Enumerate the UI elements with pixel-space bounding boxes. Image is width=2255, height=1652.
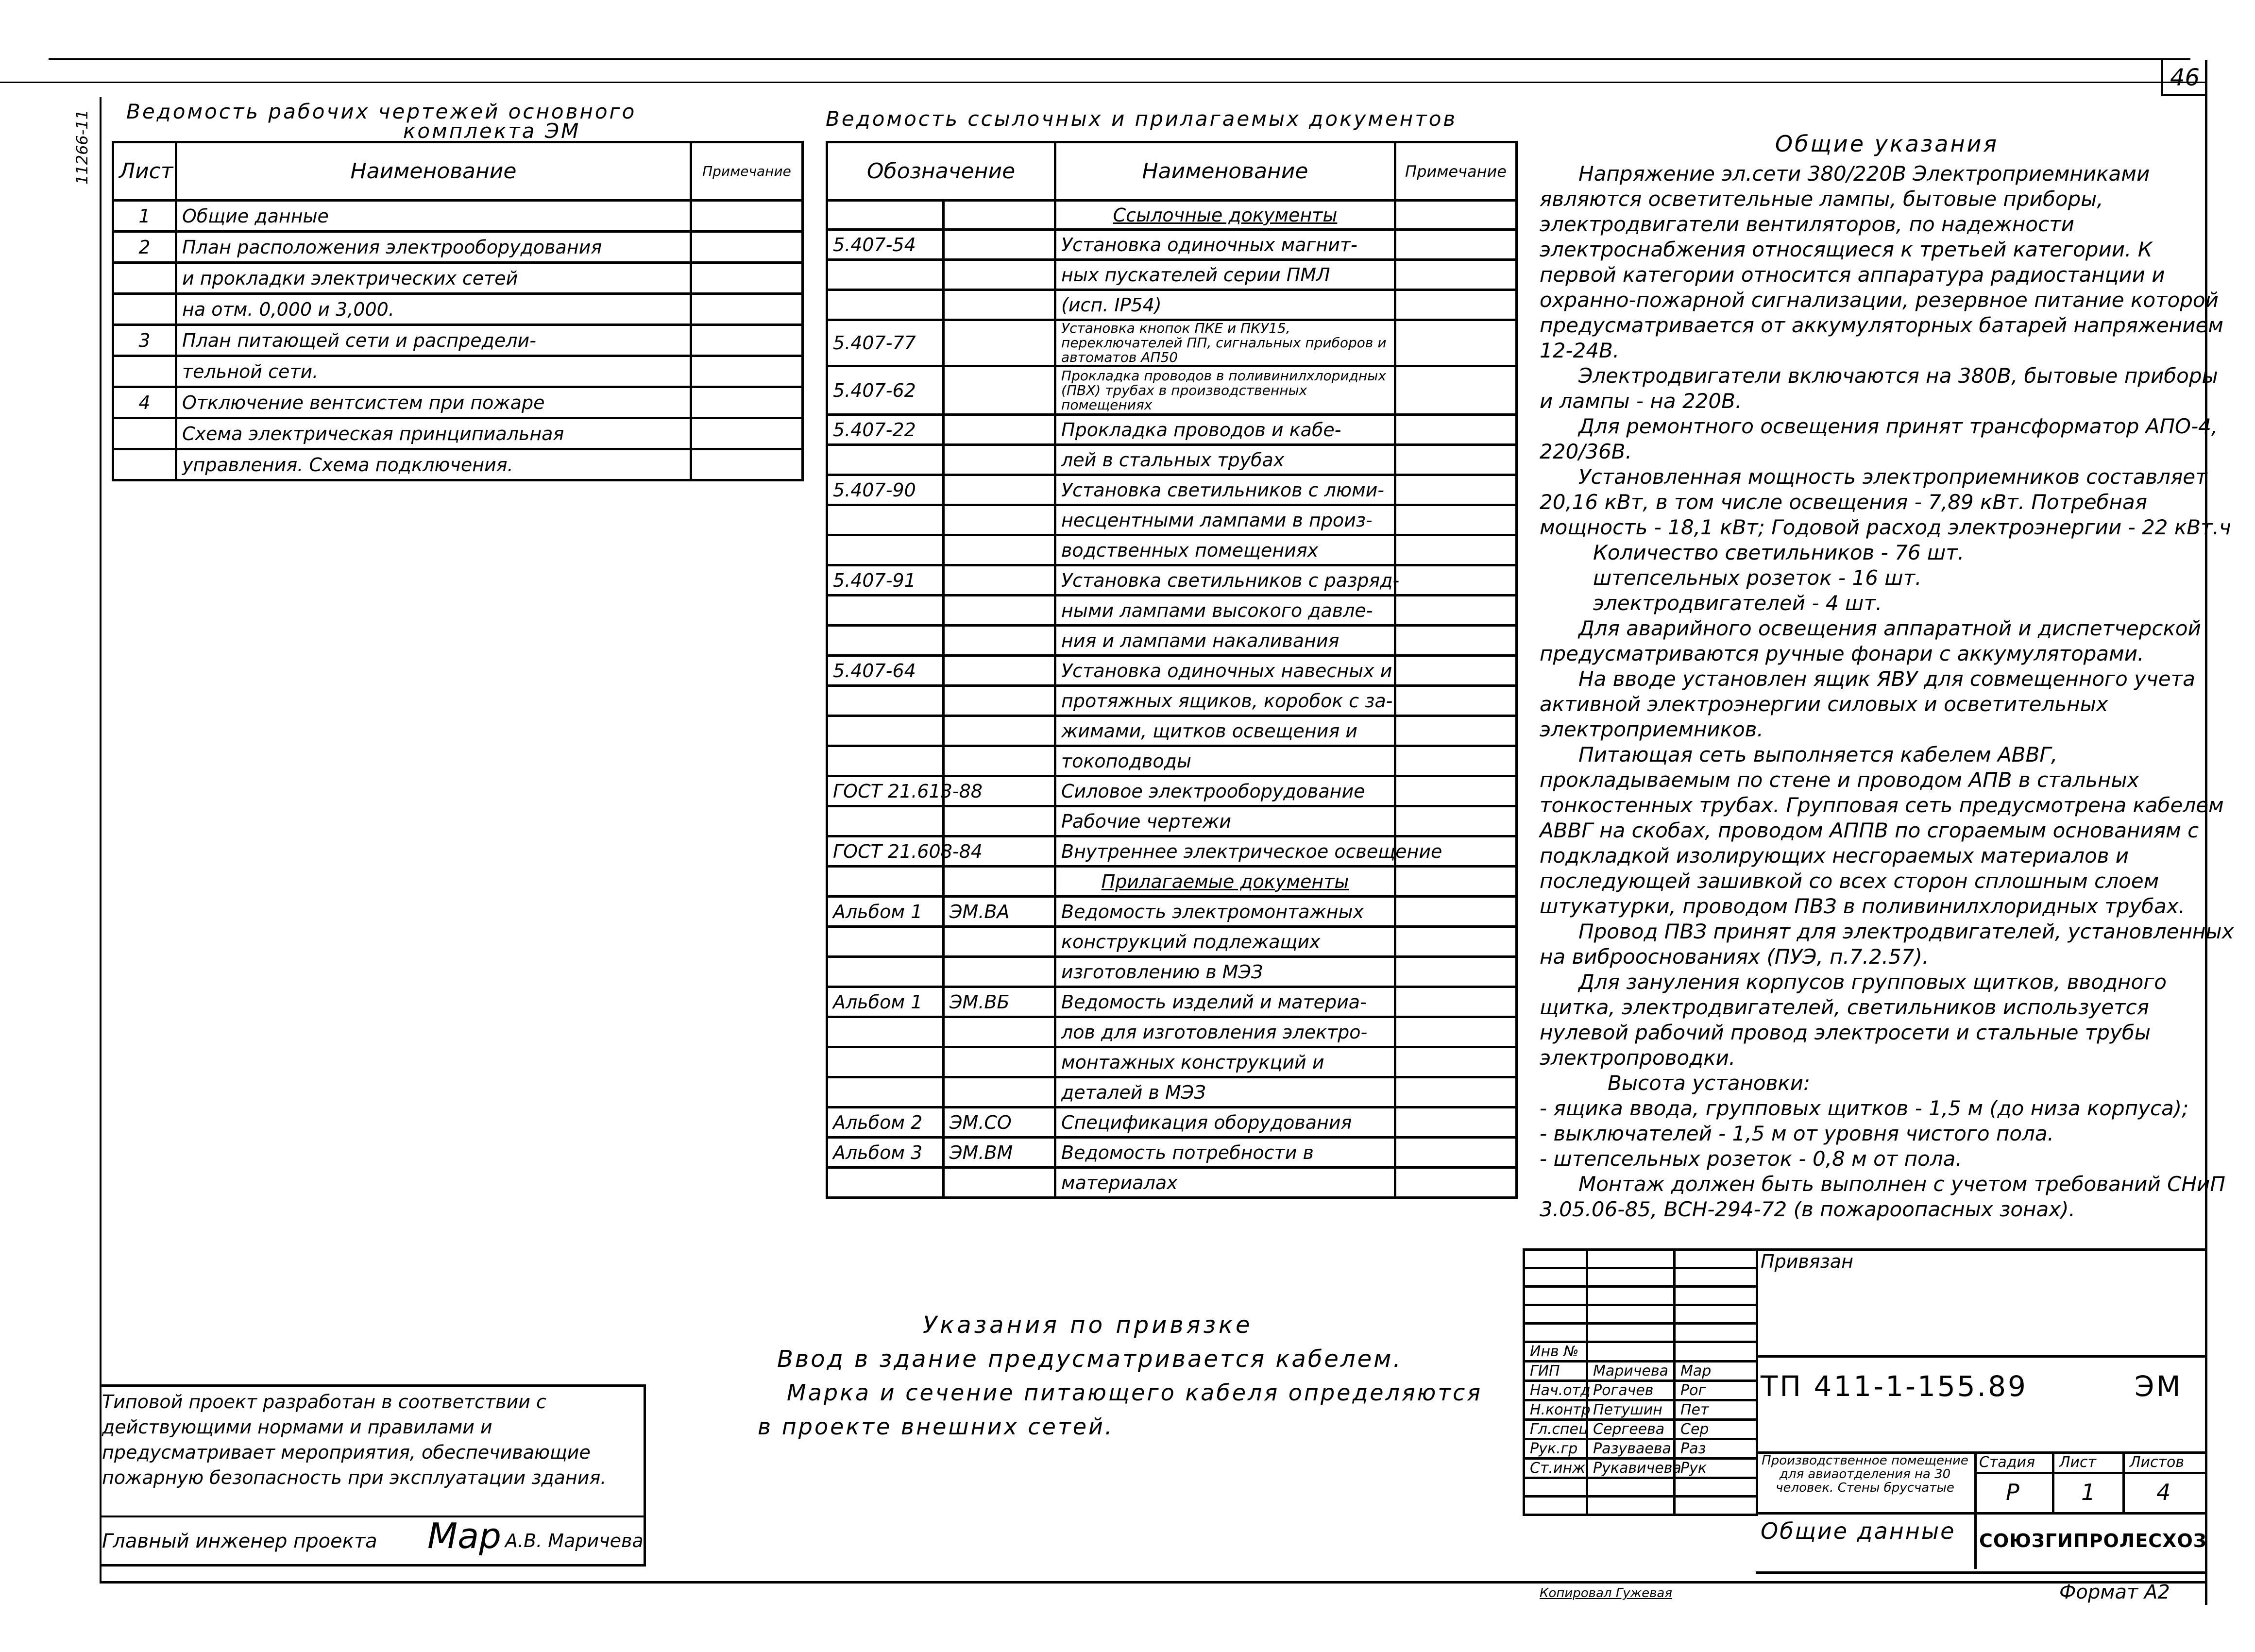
table-cell	[1395, 201, 1517, 230]
tb-line	[2052, 1451, 2054, 1512]
note-paragraph: Для аварийного освещения аппаратной и диспетчерской предусматриваются ручные фонари с аккумуляторами.	[1540, 616, 2201, 665]
table-cell: ных пускателей серии ПМЛ	[1055, 260, 1395, 290]
table-cell	[1395, 1168, 1517, 1198]
table-cell: токоподводы	[1055, 746, 1395, 776]
table-cell	[944, 320, 1055, 366]
table-cell	[827, 505, 944, 535]
table-cell: на отм. 0,000 и 3,000.	[176, 294, 691, 325]
table-cell	[944, 1077, 1055, 1107]
staff-role: Гл.спец	[1524, 1420, 1587, 1439]
table-cell	[827, 201, 944, 230]
table-cell: 3	[113, 325, 176, 356]
binding-line-3: в проекте внешних сетей.	[758, 1414, 1114, 1440]
bound-label: Привязан	[1761, 1251, 1853, 1272]
table-cell	[944, 366, 1055, 415]
table-cell: Прокладка проводов в поливинилхлоридных (ПВХ) трубах в производственных помещениях	[1055, 366, 1395, 415]
table-cell	[691, 356, 803, 387]
tb-line	[1974, 1512, 2205, 1515]
table-cell: лов для изготовления электро-	[1055, 1017, 1395, 1047]
table-row	[827, 957, 1517, 987]
table-cell	[827, 1077, 944, 1107]
table-cell	[944, 230, 1055, 260]
table-cell	[944, 1047, 1055, 1077]
table-cell	[944, 686, 1055, 716]
table-cell	[1395, 596, 1517, 626]
chief-engineer-signature: Мар	[427, 1516, 501, 1556]
table-cell	[691, 325, 803, 356]
table-cell	[944, 746, 1055, 776]
note-paragraph: Провод ПВЗ принят для электродвигателей, установленных на виброоснованиях (ПУЭ, п.7.2.57).	[1540, 920, 2234, 969]
table-cell	[1395, 505, 1517, 535]
note-paragraph: Установленная мощность электроприемников составляет 20,16 кВт, в том числе освещения - 7,89 кВт. Потребная мощность - 18,1 кВт; Годовой расход электроэнергии - 22 кВт.ч	[1540, 465, 2231, 539]
tb-line	[1756, 1512, 1974, 1515]
table-cell	[944, 1168, 1055, 1198]
table-cell	[691, 294, 803, 325]
inv-label: Инв №	[1524, 1342, 1587, 1362]
staff-name: Рукавичева	[1587, 1459, 1675, 1478]
table-cell: (исп. IP54)	[1055, 290, 1395, 320]
staff-name: Рогачев	[1587, 1381, 1675, 1400]
table-cell: План питающей сети и распредели-	[176, 325, 691, 356]
chief-engineer-label: Главный инженер проекта	[102, 1530, 377, 1552]
table-row	[827, 987, 1517, 1017]
table-cell: монтажных конструкций и	[1055, 1047, 1395, 1077]
table-cell	[1395, 867, 1517, 897]
table-cell: Схема электрическая принципиальная	[176, 418, 691, 449]
table-row	[827, 776, 1517, 806]
table-row	[827, 897, 1517, 927]
table-cell	[827, 290, 944, 320]
table-cell	[1395, 656, 1517, 686]
staff-sign: Рог	[1675, 1381, 1757, 1400]
standards-note-text: Типовой проект разработан в соответствии с действующими нормами и правилами и предусматривает мероприятия, обеспечивающие пожарную безопасность при эксплуатации здания.	[102, 1391, 607, 1488]
table-cell: Установка одиночных навесных и	[1055, 656, 1395, 686]
note-paragraph: электродвигателей - 4 шт.	[1593, 591, 1882, 615]
table-cell: Альбом 1	[827, 897, 944, 927]
table-cell	[944, 596, 1055, 626]
table-cell: деталей в МЭЗ	[1055, 1077, 1395, 1107]
top-trim-line	[0, 82, 2207, 83]
doc-code: ТП 411-1-155.89	[1761, 1370, 2028, 1403]
table-row	[827, 596, 1517, 626]
table-cell: ЭМ.ВА	[944, 897, 1055, 927]
col-header-name: Наименование	[176, 142, 691, 201]
table-cell	[827, 260, 944, 290]
sheets-value: 4	[2156, 1479, 2171, 1505]
table-cell: несцентными лампами в произ-	[1055, 505, 1395, 535]
table-cell	[113, 294, 176, 325]
table-cell	[944, 445, 1055, 475]
staff-role: Нач.отд	[1524, 1381, 1587, 1400]
table-row	[827, 656, 1517, 686]
table-cell	[944, 201, 1055, 230]
table-row	[827, 505, 1517, 535]
table-cell: лей в стальных трубах	[1055, 445, 1395, 475]
table-cell	[1395, 230, 1517, 260]
staff-name: Сергеева	[1587, 1420, 1675, 1439]
top-frame-line	[49, 58, 2190, 60]
table-cell	[1395, 535, 1517, 565]
staff-role: Н.контр	[1524, 1400, 1587, 1420]
table-cell	[1395, 366, 1517, 415]
table-cell	[691, 418, 803, 449]
table-row	[827, 201, 1517, 230]
table-cell	[1395, 686, 1517, 716]
general-notes-body	[1540, 161, 2234, 1222]
table-cell	[1395, 475, 1517, 505]
table-cell	[944, 475, 1055, 505]
table-row	[827, 445, 1517, 475]
table-cell: Ведомость электромонтажных	[1055, 897, 1395, 927]
table-cell: Установка светильников с разряд-	[1055, 565, 1395, 596]
table-cell: материалах	[1055, 1168, 1395, 1198]
table-cell	[1395, 716, 1517, 746]
references-title: Ведомость ссылочных и прилагаемых документов	[826, 107, 1458, 131]
table-cell	[1395, 626, 1517, 656]
binding-line-1: Ввод в здание предусматривается кабелем.	[777, 1345, 1403, 1373]
format-label: Формат А2	[2059, 1581, 2170, 1603]
table-cell	[944, 957, 1055, 987]
note-paragraph: На вводе установлен ящик ЯВУ для совмещенного учета активной электроэнергии силовых и осветительных электроприемников.	[1540, 667, 2195, 741]
table-cell: Внутреннее электрическое освещение	[1055, 836, 1395, 867]
table-cell: Рабочие чертежи	[1055, 806, 1395, 836]
table-row	[827, 1168, 1517, 1198]
note-paragraph: Для ремонтного освещения принят трансформатор АПО-4, 220/36В.	[1540, 414, 2218, 463]
table-cell	[1395, 927, 1517, 957]
table-cell	[691, 387, 803, 418]
standards-divider	[100, 1516, 644, 1517]
stage-value: Р	[2006, 1479, 2019, 1505]
sheet-title: Общие данные	[1761, 1518, 1956, 1544]
table-cell: и прокладки электрических сетей	[176, 263, 691, 294]
table-cell: ЭМ.СО	[944, 1107, 1055, 1138]
table-row	[827, 716, 1517, 746]
table-cell: Установка светильников с люми-	[1055, 475, 1395, 505]
col-header-name: Наименование	[1055, 142, 1395, 201]
table-cell: Альбом 3	[827, 1138, 944, 1168]
table-cell: 5.407-90	[827, 475, 944, 505]
table-row	[827, 806, 1517, 836]
table-cell	[827, 686, 944, 716]
table-cell	[944, 806, 1055, 836]
table-cell	[944, 626, 1055, 656]
table-row	[827, 1077, 1517, 1107]
table-cell: 4	[113, 387, 176, 418]
staff-role: Ст.инж	[1524, 1459, 1587, 1478]
table-cell: ния и лампами накаливания	[1055, 626, 1395, 656]
table-cell	[113, 418, 176, 449]
table-cell	[113, 263, 176, 294]
table-cell: ГОСТ 21.608-84	[827, 836, 944, 867]
drawings-list-title-2: комплекта ЭМ	[403, 119, 581, 143]
table-row	[827, 927, 1517, 957]
binding-title: Указания по привязке	[923, 1311, 1253, 1339]
table-row	[827, 290, 1517, 320]
sheet-number: 46	[2170, 64, 2200, 91]
table-cell	[944, 415, 1055, 445]
table-cell	[827, 746, 944, 776]
table-cell	[1395, 445, 1517, 475]
staff-sign: Мар	[1675, 1362, 1757, 1381]
table-cell: Ссылочные документы	[1055, 201, 1395, 230]
table-cell: конструкций подлежащих	[1055, 927, 1395, 957]
table-cell	[1395, 776, 1517, 806]
stage-label: Стадия	[1979, 1454, 2035, 1471]
table-cell: Силовое электрооборудование	[1055, 776, 1395, 806]
staff-role: Рук.гр	[1524, 1439, 1587, 1459]
table-row	[827, 535, 1517, 565]
table-cell: Общие данные	[176, 201, 691, 232]
table-row	[827, 686, 1517, 716]
bottom-frame-line	[100, 1581, 2207, 1584]
table-row	[827, 746, 1517, 776]
table-cell: Прокладка проводов и кабе-	[1055, 415, 1395, 445]
table-cell: ГОСТ 21.613-88	[827, 776, 944, 806]
table-cell: протяжных ящиков, коробок с за-	[1055, 686, 1395, 716]
table-cell	[1395, 320, 1517, 366]
tb-line	[1756, 1355, 2205, 1358]
staff-sign: Пет	[1675, 1400, 1757, 1420]
sheet-value: 1	[2081, 1479, 2096, 1505]
table-cell: ными лампами высокого давле-	[1055, 596, 1395, 626]
col-header-note: Примечание	[691, 142, 803, 201]
table-row	[827, 366, 1517, 415]
table-cell	[944, 656, 1055, 686]
table-row	[827, 867, 1517, 897]
table-cell: 5.407-64	[827, 656, 944, 686]
table-cell	[827, 445, 944, 475]
table-cell	[827, 1168, 944, 1198]
table-row	[827, 626, 1517, 656]
note-paragraph: - ящика ввода, групповых щитков - 1,5 м (до низа корпуса);	[1540, 1096, 2189, 1120]
table-cell	[944, 565, 1055, 596]
table-cell	[827, 1047, 944, 1077]
table-cell: 5.407-62	[827, 366, 944, 415]
table-cell: Спецификация оборудования	[1055, 1107, 1395, 1138]
col-header-sheet: Лист	[113, 142, 176, 201]
table-cell	[113, 356, 176, 387]
note-paragraph: Для зануления корпусов групповых щитков, вводного щитка, электродвигателей, светильников используется нулевой рабочий провод электросети и стальные трубы электропроводки.	[1540, 970, 2167, 1070]
staff-name: Маричева	[1587, 1362, 1675, 1381]
building-name: Производственное помещение для авиаотделения на 30 человек. Стены брусчатые	[1762, 1453, 1968, 1495]
table-cell	[1395, 260, 1517, 290]
table-row	[827, 1107, 1517, 1138]
table-cell	[827, 957, 944, 987]
table-cell	[1395, 1107, 1517, 1138]
note-paragraph: штепсельных розеток - 16 шт.	[1593, 566, 1922, 590]
table-cell	[1395, 897, 1517, 927]
staff-role: ГИП	[1524, 1362, 1587, 1381]
left-frame-line	[100, 97, 102, 1584]
staff-sign: Сер	[1675, 1420, 1757, 1439]
table-cell: 5.407-22	[827, 415, 944, 445]
table-row	[827, 230, 1517, 260]
binding-line-2: Марка и сечение питающего кабеля определяются	[787, 1380, 1483, 1406]
note-paragraph: Высота установки:	[1608, 1071, 1811, 1095]
staff-name: Петушин	[1587, 1400, 1675, 1420]
table-cell	[827, 626, 944, 656]
table-cell: План расположения электрооборудования	[176, 232, 691, 263]
table-row	[827, 415, 1517, 445]
table-cell	[1395, 1047, 1517, 1077]
table-cell	[1395, 1138, 1517, 1168]
col-header-code: Обозначение	[827, 142, 1055, 201]
table-cell: 1	[113, 201, 176, 232]
table-cell: Установка кнопок ПКЕ и ПКУ15, переключателей ПП, сигнальных приборов и автоматов АП50	[1055, 320, 1395, 366]
staff-sign: Рук	[1675, 1459, 1757, 1478]
table-cell	[691, 449, 803, 480]
table-cell	[827, 867, 944, 897]
table-row	[827, 565, 1517, 596]
table-cell	[827, 806, 944, 836]
table-row	[827, 260, 1517, 290]
table-cell: Альбом 1	[827, 987, 944, 1017]
general-notes	[1540, 131, 2234, 1222]
table-cell	[827, 1017, 944, 1047]
table-cell: 5.407-77	[827, 320, 944, 366]
note-paragraph: Количество светильников - 76 шт.	[1593, 541, 1965, 564]
title-block-staff	[1523, 1248, 1758, 1516]
table-cell	[1395, 290, 1517, 320]
table-cell	[1395, 806, 1517, 836]
table-cell: Альбом 2	[827, 1107, 944, 1138]
table-cell	[944, 535, 1055, 565]
table-cell: ЭМ.ВМ	[944, 1138, 1055, 1168]
table-cell	[944, 867, 1055, 897]
note-paragraph: Питающая сеть выполняется кабелем АВВГ, прокладываемым по стене и проводом АПВ в стальных тонкостенных трубах. Групповая сеть предусмотрена кабелем АВВГ на скобах, проводом АППВ по сгораемым основаниям с подкладкой изолирующих несгораемых материалов и последующей зашивкой со всех сторон сплошным слоем штукатурки, проводом ПВЗ в поливинилхлоридных трубах.	[1540, 743, 2224, 918]
table-cell: Установка одиночных магнит-	[1055, 230, 1395, 260]
sheets-label: Листов	[2130, 1454, 2185, 1471]
note-paragraph: - штепсельных розеток - 0,8 м от пола.	[1540, 1147, 1962, 1171]
note-paragraph: Монтаж должен быть выполнен с учетом требований СНиП 3.05.06-85, ВСН-294-72 (в пожароопасных зонах).	[1540, 1172, 2225, 1221]
col-header-note: Примечание	[1395, 142, 1517, 201]
table-cell	[944, 290, 1055, 320]
table-cell: жимами, щитков освещения и	[1055, 716, 1395, 746]
table-cell	[1395, 957, 1517, 987]
chief-engineer-name: А.В. Маричева	[505, 1530, 644, 1551]
table-cell	[944, 716, 1055, 746]
table-row	[827, 1047, 1517, 1077]
table-cell	[944, 260, 1055, 290]
table-cell: тельной сети.	[176, 356, 691, 387]
table-cell	[827, 596, 944, 626]
table-cell	[691, 263, 803, 294]
table-cell	[1395, 1017, 1517, 1047]
table-cell	[827, 716, 944, 746]
drawings-list-title: Ведомость рабочих чертежей основного	[126, 100, 637, 123]
drawings-list-table	[112, 141, 804, 481]
table-cell	[1395, 565, 1517, 596]
table-cell: Ведомость изделий и материа-	[1055, 987, 1395, 1017]
sheet-label: Лист	[2059, 1454, 2097, 1471]
table-cell: управления. Схема подключения.	[176, 449, 691, 480]
tb-line	[1974, 1472, 2205, 1474]
table-cell	[1395, 987, 1517, 1017]
table-row	[827, 1138, 1517, 1168]
table-cell: 2	[113, 232, 176, 263]
table-row	[827, 475, 1517, 505]
table-cell: изготовлению в МЭЗ	[1055, 957, 1395, 987]
table-cell	[691, 201, 803, 232]
note-paragraph: - выключателей - 1,5 м от уровня чистого пола.	[1540, 1122, 2054, 1145]
table-cell	[691, 232, 803, 263]
table-row	[827, 836, 1517, 867]
side-stamp: 11266-11	[73, 109, 91, 185]
table-cell	[944, 927, 1055, 957]
table-cell	[1395, 415, 1517, 445]
staff-sign: Раз	[1675, 1439, 1757, 1459]
tb-line	[2122, 1451, 2125, 1512]
table-cell: 5.407-54	[827, 230, 944, 260]
table-cell: Прилагаемые документы	[1055, 867, 1395, 897]
table-cell	[113, 449, 176, 480]
note-paragraph: Электродвигатели включаются на 380В, бытовые приборы и лампы - на 220В.	[1540, 364, 2218, 413]
table-cell	[827, 535, 944, 565]
references-table	[826, 141, 1518, 1199]
table-cell	[1395, 746, 1517, 776]
table-cell	[1395, 1077, 1517, 1107]
staff-name: Разуваева	[1587, 1439, 1675, 1459]
organization: СОЮЗГИПРОЛЕСХОЗ	[1979, 1530, 2207, 1551]
table-cell: Отключение вентсистем при пожаре	[176, 387, 691, 418]
note-paragraph: Напряжение эл.сети 380/220В Электроприемниками являются осветительные лампы, бытовые приборы, электродвигатели вентиляторов, по надежности электроснабжения относящиеся к третьей категории. К первой категории относится аппаратура радиостанции и охранно-пожарной сигнализации, резервное питание которой предусматривается от аккумуляторных батарей напряжением 12-24В.	[1540, 162, 2223, 362]
table-cell: 5.407-91	[827, 565, 944, 596]
table-row	[827, 320, 1517, 366]
table-cell	[827, 927, 944, 957]
table-cell: Ведомость потребности в	[1055, 1138, 1395, 1168]
table-cell	[944, 505, 1055, 535]
table-cell: водственных помещениях	[1055, 535, 1395, 565]
table-row	[827, 1017, 1517, 1047]
tb-line	[1974, 1451, 1977, 1569]
copied-by: Копировал Гужевая	[1540, 1586, 1672, 1601]
table-cell: ЭМ.ВБ	[944, 987, 1055, 1017]
general-notes-title: Общие указания	[1775, 131, 1999, 157]
doc-mark: ЭМ	[2135, 1370, 2183, 1403]
table-cell	[944, 1017, 1055, 1047]
